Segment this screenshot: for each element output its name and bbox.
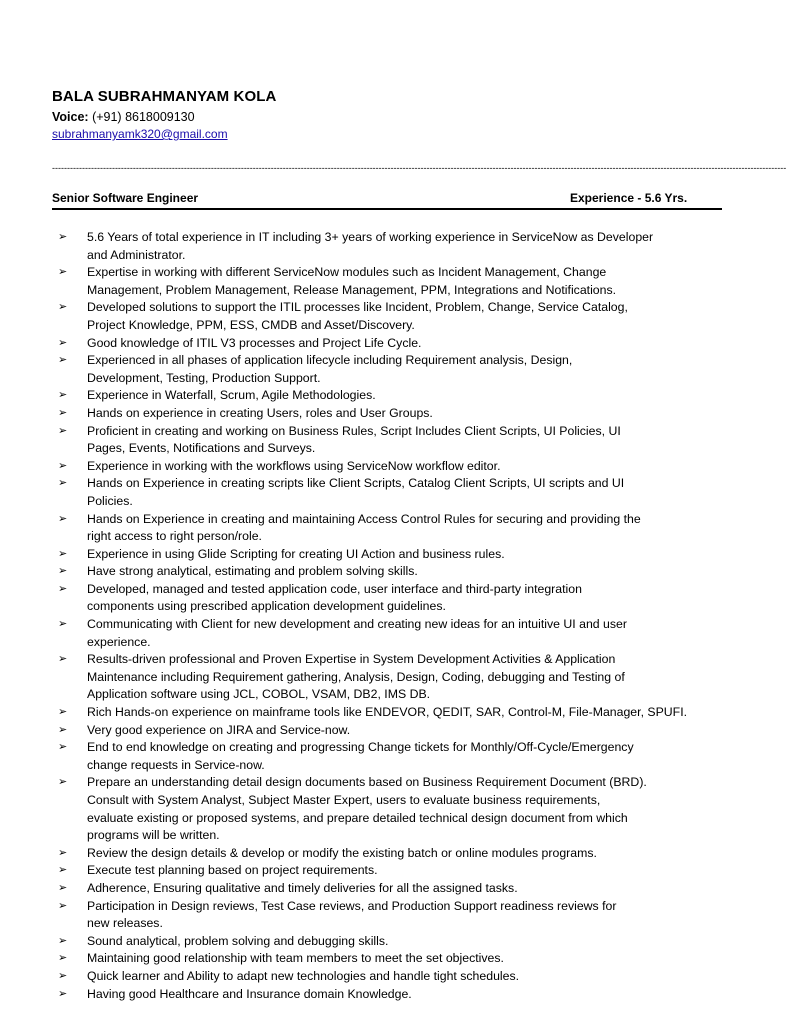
summary-line: and Administrator. — [87, 247, 186, 262]
arrowhead-bullet-icon: ➢ — [58, 723, 68, 736]
summary-line: Management, Problem Management, Release Management, PPM, Integrations and Notifications. — [87, 282, 617, 297]
summary-line: right access to right person/role. — [87, 529, 262, 544]
summary-line: components using prescribed application development guidelines. — [87, 599, 446, 614]
job-title: Senior Software Engineer — [52, 191, 199, 205]
summary-item — [58, 933, 728, 951]
summary-line: End to end knowledge on creating and progressing Change tickets for Monthly/Off-Cycle/Emergency — [87, 740, 634, 755]
voice-label: Voice: — [52, 110, 89, 124]
summary-item — [58, 546, 728, 564]
summary-item — [58, 229, 728, 264]
summary-line: Maintenance including Requirement gathering, Analysis, Design, Coding, debugging and Testing of — [87, 669, 625, 684]
summary-line: change requests in Service-now. — [87, 757, 265, 772]
arrowhead-bullet-icon: ➢ — [58, 969, 68, 982]
arrowhead-bullet-icon: ➢ — [58, 512, 68, 525]
summary-line: Development, Testing, Production Support. — [87, 370, 321, 385]
summary-item — [58, 968, 728, 986]
summary-item — [58, 862, 728, 880]
role-header — [52, 190, 722, 210]
arrowhead-bullet-icon: ➢ — [58, 477, 68, 490]
arrowhead-bullet-icon: ➢ — [58, 952, 68, 965]
summary-item — [58, 423, 728, 458]
email-link[interactable]: subrahmanyamk320@gmail.com — [52, 127, 228, 141]
arrowhead-bullet-icon: ➢ — [58, 618, 68, 631]
experience-years: Experience - 5.6 Yrs. — [570, 191, 688, 205]
arrowhead-bullet-icon: ➢ — [58, 706, 68, 719]
summary-line: Hands on Experience in creating and maintaining Access Control Rules for securing and providing the — [87, 511, 641, 526]
summary-item — [58, 704, 728, 722]
summary-line: Adherence, Ensuring qualitative and timely deliveries for all the assigned tasks. — [87, 880, 518, 895]
summary-item — [58, 352, 728, 387]
arrowhead-bullet-icon: ➢ — [58, 741, 68, 754]
summary-item — [58, 387, 728, 405]
arrowhead-bullet-icon: ➢ — [58, 389, 68, 402]
arrowhead-bullet-icon: ➢ — [58, 881, 68, 894]
summary-line: Project Knowledge, PPM, ESS, CMDB and Asset/Discovery. — [87, 317, 415, 332]
summary-line: 5.6 Years of total experience in IT including 3+ years of working experience in ServiceNow as Developer — [87, 230, 654, 244]
summary-line: programs will be written. — [87, 828, 220, 843]
summary-line: Application software using JCL, COBOL, VSAM, DB2, IMS DB. — [87, 687, 431, 702]
summary-item — [58, 511, 728, 546]
arrowhead-bullet-icon: ➢ — [58, 459, 68, 472]
arrowhead-bullet-icon: ➢ — [58, 266, 68, 279]
summary-line: new releases. — [87, 916, 163, 931]
arrowhead-bullet-icon: ➢ — [58, 987, 68, 1000]
arrowhead-bullet-icon: ➢ — [58, 336, 68, 349]
arrowhead-bullet-icon: ➢ — [58, 899, 68, 912]
summary-item — [58, 651, 728, 704]
summary-item — [58, 405, 728, 423]
arrowhead-bullet-icon: ➢ — [58, 864, 68, 877]
summary-line: Proficient in creating and working on Business Rules, Script Includes Client Scripts, UI Policies, UI — [87, 423, 621, 438]
summary-item — [58, 616, 728, 651]
summary-line: evaluate existing or proposed systems, and prepare detailed technical design document from which — [87, 810, 628, 825]
summary-line: Quick learner and Ability to adapt new technologies and handle tight schedules. — [87, 968, 520, 983]
arrowhead-bullet-icon: ➢ — [58, 301, 68, 314]
summary-line: Experience in Waterfall, Scrum, Agile Methodologies. — [87, 388, 376, 403]
summary-line: Policies. — [87, 493, 133, 508]
summary-line: Sound analytical, problem solving and debugging skills. — [87, 933, 389, 948]
summary-item — [58, 335, 728, 353]
summary-item — [58, 475, 728, 510]
summary-line: Having good Healthcare and Insurance domain Knowledge. — [87, 986, 412, 1001]
summary-line: Rich Hands-on experience on mainframe tools like ENDEVOR, QEDIT, SAR, Control-M, File-Manager, SPUFI. — [87, 705, 688, 720]
summary-line: Developed, managed and tested application code, user interface and third-party integration — [87, 581, 582, 596]
summary-line: Maintaining good relationship with team members to meet the set objectives. — [87, 951, 504, 966]
arrowhead-bullet-icon: ➢ — [58, 354, 68, 367]
summary-item — [58, 581, 728, 616]
summary-line: Hands on Experience in creating scripts like Client Scripts, Catalog Client Scripts, UI scripts and UI — [87, 476, 625, 491]
summary-line: Execute test planning based on project requirements. — [87, 863, 378, 878]
summary-line: Review the design details & develop or modify the existing batch or online modules programs. — [87, 845, 597, 860]
summary-item — [58, 774, 728, 844]
summary-item — [58, 264, 728, 299]
summary-line: Hands on experience in creating Users, roles and User Groups. — [87, 405, 433, 420]
summary-item — [58, 986, 728, 1004]
arrowhead-bullet-icon: ➢ — [58, 934, 68, 947]
summary-line: Prepare an understanding detail design documents based on Business Requirement Document (BRD). — [87, 775, 647, 790]
candidate-name: BALA SUBRAHMANYAM KOLA — [52, 88, 277, 105]
voice-contact — [52, 110, 195, 124]
summary-item — [58, 880, 728, 898]
arrowhead-bullet-icon: ➢ — [58, 565, 68, 578]
summary-list — [58, 229, 728, 1003]
summary-line: Consult with System Analyst, Subject Master Expert, users to evaluate business requirements, — [87, 793, 601, 807]
summary-item — [58, 950, 728, 968]
summary-line: Developed solutions to support the ITIL processes like Incident, Problem, Change, Service Catalog, — [87, 300, 628, 315]
arrowhead-bullet-icon: ➢ — [58, 776, 68, 789]
summary-item — [58, 299, 728, 334]
summary-item — [58, 563, 728, 581]
summary-line: Pages, Events, Notifications and Surveys. — [87, 441, 316, 456]
summary-line: Have strong analytical, estimating and problem solving skills. — [87, 564, 418, 579]
arrowhead-bullet-icon: ➢ — [58, 653, 68, 666]
summary-line: Participation in Design reviews, Test Case reviews, and Production Support readiness reviews for — [87, 898, 617, 913]
summary-line: experience. — [87, 634, 151, 649]
arrowhead-bullet-icon: ➢ — [58, 424, 68, 437]
summary-line: Experienced in all phases of application lifecycle including Requirement analysis, Design, — [87, 353, 573, 368]
arrowhead-bullet-icon: ➢ — [58, 846, 68, 859]
arrowhead-bullet-icon: ➢ — [58, 406, 68, 419]
dashed-separator: ----------------------------------------------------------------------------------------------------------------------------------------------------------------------------------------------------------------------------------------------------- — [52, 163, 786, 173]
arrowhead-bullet-icon: ➢ — [58, 582, 68, 595]
arrowhead-bullet-icon: ➢ — [58, 547, 68, 560]
summary-line: Experience in working with the workflows using ServiceNow workflow editor. — [87, 458, 501, 473]
summary-line: Good knowledge of ITIL V3 processes and Project Life Cycle. — [87, 335, 422, 350]
summary-item — [58, 722, 728, 740]
summary-item — [58, 458, 728, 476]
summary-item — [58, 739, 728, 774]
summary-line: Very good experience on JIRA and Service-now. — [87, 722, 351, 737]
voice-number: (+91) 8618009130 — [88, 110, 195, 124]
summary-line: Communicating with Client for new development and creating new ideas for an intuitive UI and user — [87, 617, 627, 632]
summary-line: Results-driven professional and Proven Expertise in System Development Activities & Application — [87, 652, 616, 667]
summary-item — [58, 898, 728, 933]
arrowhead-bullet-icon: ➢ — [58, 231, 68, 243]
summary-line: Experience in using Glide Scripting for creating UI Action and business rules. — [87, 546, 505, 561]
summary-line: Expertise in working with different ServiceNow modules such as Incident Management, Change — [87, 265, 607, 280]
summary-item — [58, 845, 728, 863]
